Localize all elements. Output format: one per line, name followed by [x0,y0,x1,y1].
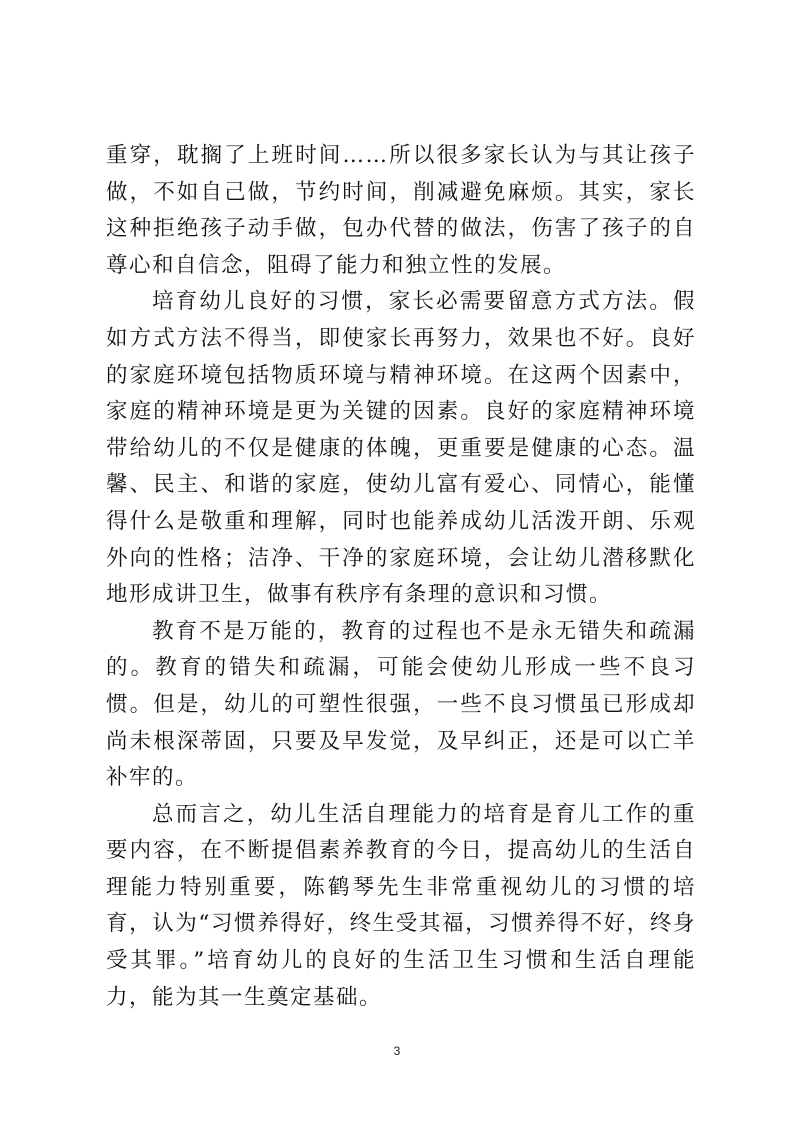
body-text [106,138,696,1016]
page-number: 3 [393,1044,401,1058]
paragraph-1: 重穿，耽搁了上班时间……所以很多家长认为与其让孩子做，不如自己做，节约时间，削减避免麻烦。其实，家长这种拒绝孩子动手做，包办代替的做法，伤害了孩子的自尊心和自信念，阻碍了能力和独立性的发展。 [106,143,696,278]
paragraph-3: 教育不是万能的，教育的过程也不是永无错失和疏漏的。教育的错失和疏漏，可能会使幼儿形成一些不良习惯。但是，幼儿的可塑性很强，一些不良习惯虽已形成却尚未根深蒂固，只要及早发觉，及早纠正，还是可以亡羊补牢的。 [106,618,696,791]
paragraph-4: 总而言之，幼儿生活自理能力的培育是育儿工作的重要内容，在不断提倡素养教育的今日，提高幼儿的生活自理能力特别重要，陈鹤琴先生非常重视幼儿的习惯的培育，认为“习惯养得好，终生受其福，习惯养得不好，终身受其罪。”培育幼儿的良好的生活卫生习惯和生活自理能力，能为其一生奠定基础。 [106,801,696,1010]
paragraph-2: 培育幼儿良好的习惯，家长必需要留意方式方法。假如方式方法不得当，即使家长再努力，效果也不好。良好的家庭环境包括物质环境与精神环境。在这两个因素中，家庭的精神环境是更为关键的因素。良好的家庭精神环境带给幼儿的不仅是健康的体魄，更重要是健康的心态。温馨、民主、和谐的家庭，使幼儿富有爱心、同情心，能懂得什么是敬重和理解，同时也能养成幼儿活泼开朗、乐观外向的性格；洁净、干净的家庭环境，会让幼儿潜移默化地形成讲卫生，做事有秩序有条理的意识和习惯。 [106,289,696,608]
